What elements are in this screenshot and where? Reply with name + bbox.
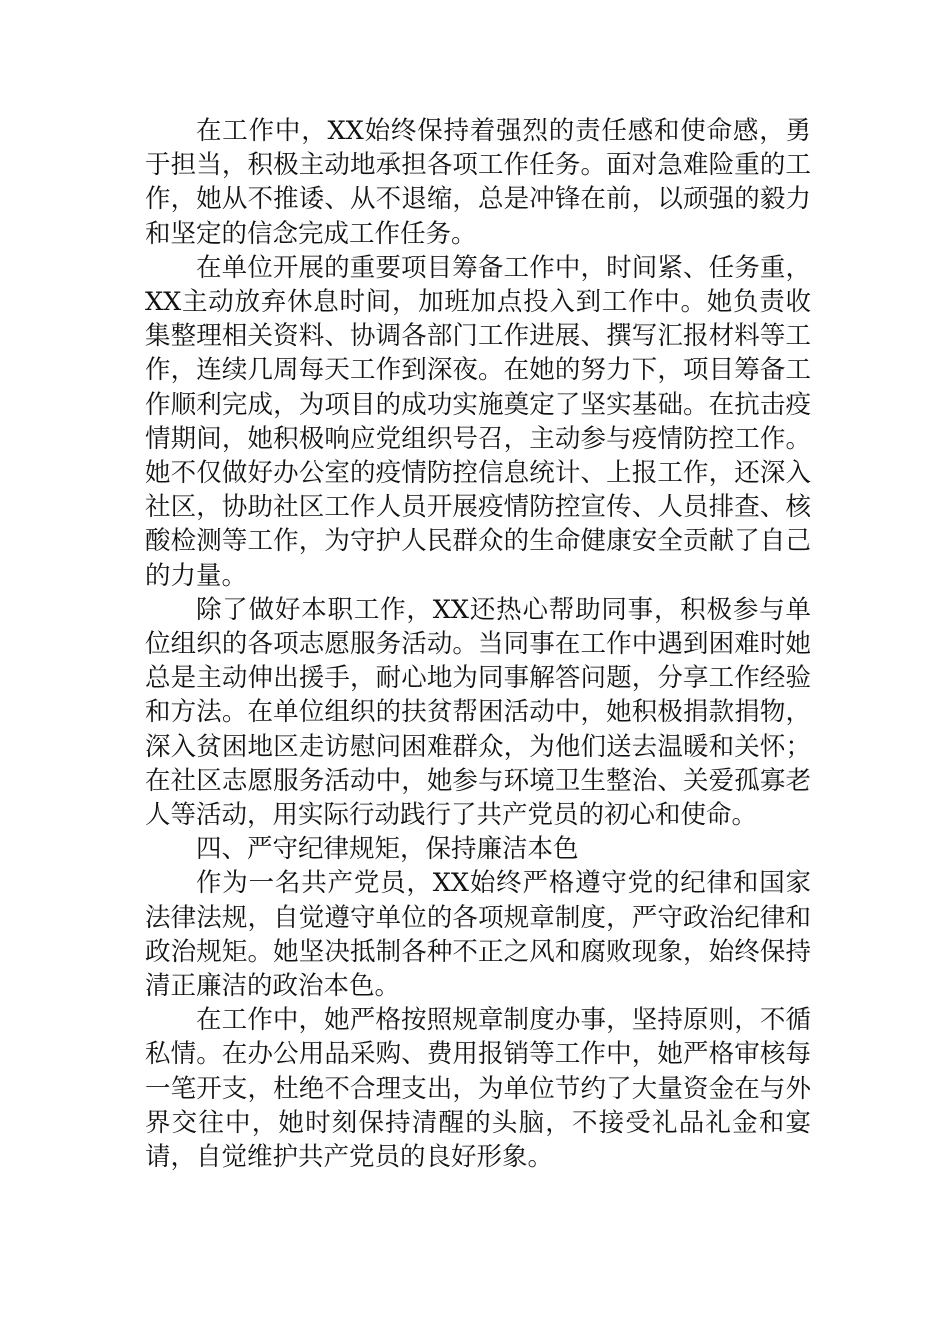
paragraph-project-and-epidemic: 在单位开展的重要项目筹备工作中，时间紧、任务重，XX主动放弃休息时间，加班加点投入到工作中。她负责收集整理相关资料、协调各部门工作进展、撰写汇报材料等工作，连续几周每天工作到深夜。在她的努力下，项目筹备工作顺利完成，为项目的成功实施奠定了坚实基础。在抗击疫情期间，她积极响应党组织号召，主动参与疫情防控工作。她不仅做好办公室的疫情防控信息统计、上报工作，还深入社区，协助社区工作人员开展疫情防控宣传、人员排查、核酸检测等工作，为守护人民群众的生命健康安全贡献了自己的力量。 xyxy=(145,252,811,591)
paragraph-responsibility: 在工作中，XX始终保持着强烈的责任感和使命感，勇于担当，积极主动地承担各项工作任务。面对急难险重的工作，她从不推诿、从不退缩，总是冲锋在前，以顽强的毅力和坚定的信念完成工作任务。 xyxy=(145,116,811,249)
paragraph-integrity-in-work: 在工作中，她严格按照规章制度办事，坚持原则，不循私情。在办公用品采购、费用报销等工作中，她严格审核每一笔开支，杜绝不合理支出，为单位节约了大量资金在与外界交往中，她时刻保持清醒的头脑，不接受礼品礼金和宴请，自觉维护共产党员的良好形象。 xyxy=(145,1005,811,1173)
section-heading-discipline: 四、严守纪律规矩，保持廉洁本色 xyxy=(196,834,579,865)
paragraph-party-discipline: 作为一名共产党员，XX始终严格遵守党的纪律和国家法律法规，自觉遵守单位的各项规章制度，严守政治纪律和政治规矩。她坚决抵制各种不正之风和腐败现象，始终保持清正廉洁的政治本色。 xyxy=(145,868,811,1002)
paragraph-volunteer-service: 除了做好本职工作，XX还热心帮助同事，积极参与单位组织的各项志愿服务活动。当同事在工作中遇到困难时她总是主动伸出援手，耐心地为同事解答问题，分享工作经验和方法。在单位组织的扶贫帮困活动中，她积极捐款捐物，深入贫困地区走访慰问困难群众，为他们送去温暖和关怀；在社区志愿服务活动中，她参与环境卫生整治、关爱孤寡老人等活动，用实际行动践行了共产党员的初心和使命。 xyxy=(145,594,811,831)
document-body xyxy=(145,114,811,1174)
